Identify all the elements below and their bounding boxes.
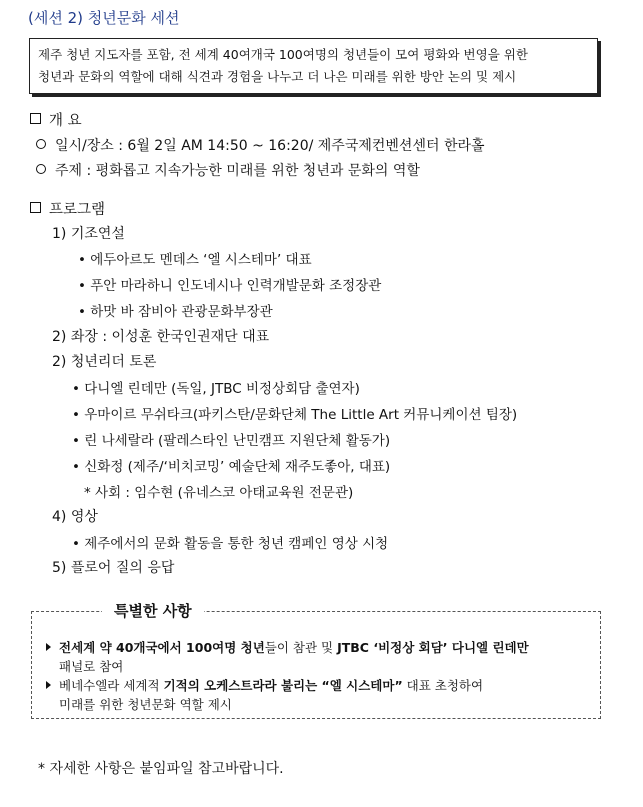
overview-item-datetime: 일시/장소 : 6월 2일 AM 14:50 ~ 16:20/ 제주국제컨벤션센터 한라홀 — [36, 135, 485, 155]
keynote-label: 1) 기조연설 — [52, 226, 125, 242]
keynote-speaker: • 에두아르도 멘데스 ‘엘 시스테마’ 대표 — [78, 252, 312, 268]
program-heading: 프로그램 — [30, 198, 105, 219]
chair-line: 2) 좌장 : 이성훈 한국인권재단 대표 — [52, 329, 270, 345]
moderator-line: * 사회 : 임수현 (유네스코 아태교육원 전문관) — [84, 485, 354, 501]
video-item: • 제주에서의 문화 활동을 통한 청년 캠페인 영상 시청 — [72, 536, 389, 552]
highlights-box — [31, 602, 601, 719]
footer-note: * 자세한 사항은 붙임파일 참고바랍니다. — [38, 761, 284, 777]
debate-panelist: • 우마이르 무쉬타크(파키스탄/문화단체 The Little Art 커뮤니케이션 팀장) — [72, 407, 518, 423]
qa-label: 5) 플로어 질의 응답 — [52, 560, 175, 576]
debate-panelist: • 다니엘 린데만 (독일, JTBC 비정상회담 출연자) — [72, 381, 360, 397]
video-label: 4) 영상 — [52, 509, 98, 525]
circle-bullet-icon — [36, 139, 46, 149]
triangle-bullet-icon — [46, 681, 51, 689]
overview-heading: 개 요 — [30, 109, 82, 130]
square-bullet-icon — [30, 202, 41, 213]
page-title: (세션 2) 청년문화 세션 — [28, 9, 180, 27]
keynote-speaker: • 하맛 바 잠비아 관광문화부장관 — [78, 304, 273, 320]
debate-panelist: • 린 나세랄라 (팔레스타인 난민캠프 지원단체 활동가) — [72, 433, 391, 449]
debate-panelist: • 신화정 (제주/‘비치코밍’ 예술단체 재주도좋아, 대표) — [72, 459, 391, 475]
summary-box — [29, 38, 598, 94]
highlights-heading: 특별한 사항 — [102, 600, 204, 621]
triangle-bullet-icon — [46, 643, 51, 651]
keynote-speaker: • 푸안 마라하니 인도네시나 인력개발문화 조정장관 — [78, 278, 382, 294]
square-bullet-icon — [30, 113, 41, 124]
summary-line-2: 청년과 문화의 역할에 대해 식견과 경험을 나누고 더 나은 미래를 위한 방안 논의 및 제시 — [38, 69, 517, 84]
overview-item-topic: 주제 : 평화롭고 지속가능한 미래를 위한 청년과 문화의 역할 — [36, 160, 420, 180]
highlight-item-2: 베네수엘라 세계적 기적의 오케스트라라 불리는 “엘 시스테마” 대표 초청하여 미래를 위한 청년문화 역할 제시 — [46, 676, 483, 714]
highlight-item-1: 전세계 약 40개국에서 100여명 청년들이 참관 및 JTBC ‘비정상 회담’ 다니엘 린데만 패널로 참여 — [46, 638, 529, 676]
circle-bullet-icon — [36, 164, 46, 174]
summary-line-1: 제주 청년 지도자를 포함, 전 세계 40여개국 100여명의 청년들이 모여 평화와 번영을 위한 — [38, 47, 528, 62]
debate-label: 2) 청년리더 토론 — [52, 354, 157, 370]
